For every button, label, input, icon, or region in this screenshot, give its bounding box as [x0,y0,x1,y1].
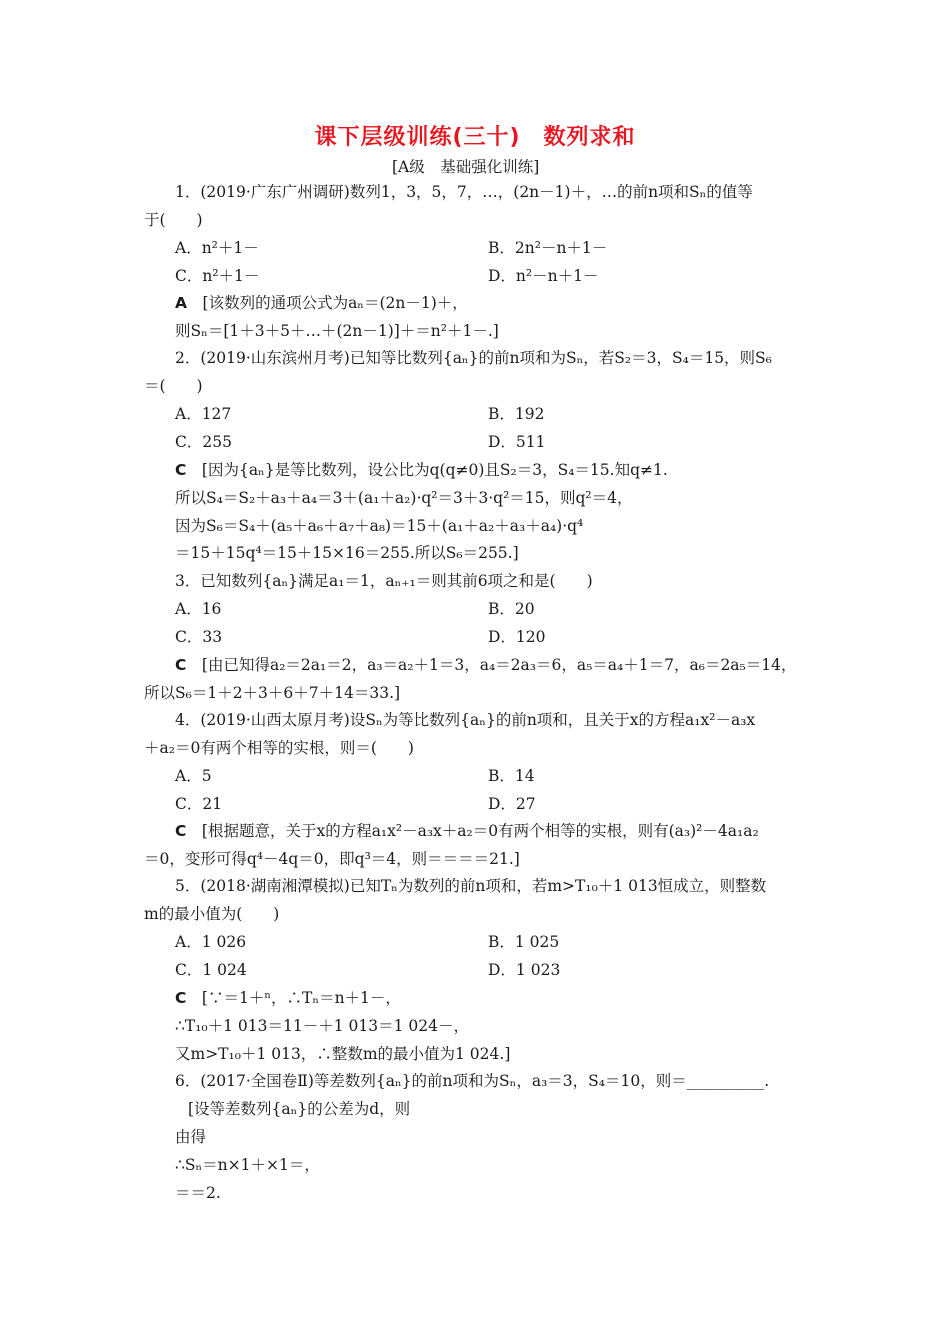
q6-solution-line4: ＝＝2. [175,1184,221,1202]
q2-stem-line1: 2．(2019·山东滨州月考)已知等比数列{aₙ}的前n项和为Sₙ，若S₂＝3，S₄＝15，则S₆ [175,349,772,367]
q3-answer: C [175,656,187,674]
q5-option-c: C．1 024 [175,961,247,979]
q5-solution-line2: ∴T₁₀＋1 013＝11－＋1 013＝1 024－， [175,1017,469,1035]
q5-answer: C [175,989,187,1007]
q5-stem-line2: m的最小值为( ) [144,905,280,923]
q4-stem-line1: 4．(2019·山西太原月考)设Sₙ为等比数列{aₙ}的前n项和，且关于x的方程a₁x²－a₃x [175,711,756,729]
q2-option-b: B．192 [488,405,545,423]
q5-solution-line1 [175,988,401,1008]
q2-stem-line2: ＝( ) [144,377,203,395]
q3-option-c: C．33 [175,628,223,646]
q4-option-b: B．14 [488,767,535,785]
q3-option-d: D．120 [488,628,546,646]
q2-solution-line1 [175,460,668,480]
q3-solution-line2: 所以S₆＝1＋2＋3＋6＋7＋14＝33.] [144,684,401,702]
q3-option-b: B．20 [488,600,535,618]
q4-solution-line1 [175,821,759,841]
q5-solution-text: [∵＝1＋ⁿ，∴Tₙ＝n＋1－， [201,989,401,1007]
q6-solution-line1: [设等差数列{aₙ}的公差为d，则 [188,1100,411,1118]
q2-option-c: C．255 [175,433,232,451]
q1-stem-line1: 1．(2019·广东广州调研)数列1，3，5，7，…，(2n－1)＋，…的前n项和Sₙ的值等 [175,183,753,201]
q1-solution-text: [该数列的通项公式为aₙ＝(2n－1)＋， [202,294,468,312]
q4-option-d: D．27 [488,795,536,813]
q1-solution-line1 [175,293,468,313]
q6-solution-line2: 由得 [175,1128,207,1146]
q6-stem-line1: 6．(2017·全国卷Ⅱ)等差数列{aₙ}的前n项和为Sₙ，a₃＝3，S₄＝10，则＝__________. [175,1072,770,1090]
q4-option-a: A．5 [175,767,212,785]
q1-answer: A [175,294,187,312]
q6-solution-line3: ∴Sₙ＝n×1＋×1＝， [175,1156,320,1174]
q4-solution-line2: ＝0，变形可得q⁴－4q＝0，即q³＝4，则＝＝＝＝21.] [144,850,520,868]
q5-option-d: D．1 023 [488,961,561,979]
page-title: 课下层级训练(三十) 数列求和 [314,125,636,150]
q3-stem-line1: 3．已知数列{aₙ}满足a₁＝1，aₙ₊₁＝则其前6项之和是( ) [175,572,593,590]
q5-solution-line3: 又m>T₁₀＋1 013，∴整数m的最小值为1 024.] [175,1045,511,1063]
q4-option-c: C．21 [175,795,223,813]
q1-solution-line2: 则Sₙ＝[1＋3＋5＋…＋(2n－1)]＋＝n²＋1－.] [175,322,499,340]
q1-stem-line2: 于( ) [144,211,203,229]
q1-option-d: D．n²－n＋1－ [488,267,599,285]
q2-answer: C [175,461,187,479]
q3-option-a: A．16 [175,600,222,618]
q3-solution-text: [由已知得a₂＝2a₁＝2，a₃＝a₂＋1＝3，a₄＝2a₃＝6，a₅＝a₄＋1＝7，a₆＝2a₅＝14， [201,656,797,674]
q5-option-a: A．1 026 [175,933,247,951]
q2-solution-line3: 因为S₆＝S₄＋(a₅＋a₆＋a₇＋a₈)＝15＋(a₁＋a₂＋a₃＋a₄)·q⁴ [175,517,584,535]
q1-option-b: B．2n²－n＋1－ [488,239,608,257]
q2-option-d: D．511 [488,433,546,451]
q5-stem-line1: 5．(2018·湖南湘潭模拟)已知Tₙ为数列的前n项和，若m>T₁₀＋1 013恒成立，则整数 [175,877,767,895]
q1-option-c: C．n²＋1－ [175,267,260,285]
q4-stem-line2: ＋a₂＝0有两个相等的实根，则＝( ) [144,739,414,757]
q2-solution-line4: ＝15＋15q⁴＝15＋15×16＝255.所以S₆＝255.] [175,544,519,562]
q2-solution-text: [因为{aₙ}是等比数列，设公比为q(q≠0)且S₂＝3，S₄＝15.知q≠1. [201,461,668,479]
q2-solution-line2: 所以S₄＝S₂＋a₃＋a₄＝3＋(a₁＋a₂)·q²＝3＋3·q²＝15，则q²＝4， [175,489,633,507]
section-label: [A级 基础强化训练] [392,158,540,176]
q4-answer: C [175,822,187,840]
q1-option-a: A．n²＋1－ [175,239,259,257]
q3-solution-line1 [175,655,796,675]
q4-solution-text: [根据题意，关于x的方程a₁x²－a₃x＋a₂＝0有两个相等的实根，则有(a₃)²－4a₁a₂ [201,822,759,840]
q2-option-a: A．127 [175,405,232,423]
q5-option-b: B．1 025 [488,933,560,951]
